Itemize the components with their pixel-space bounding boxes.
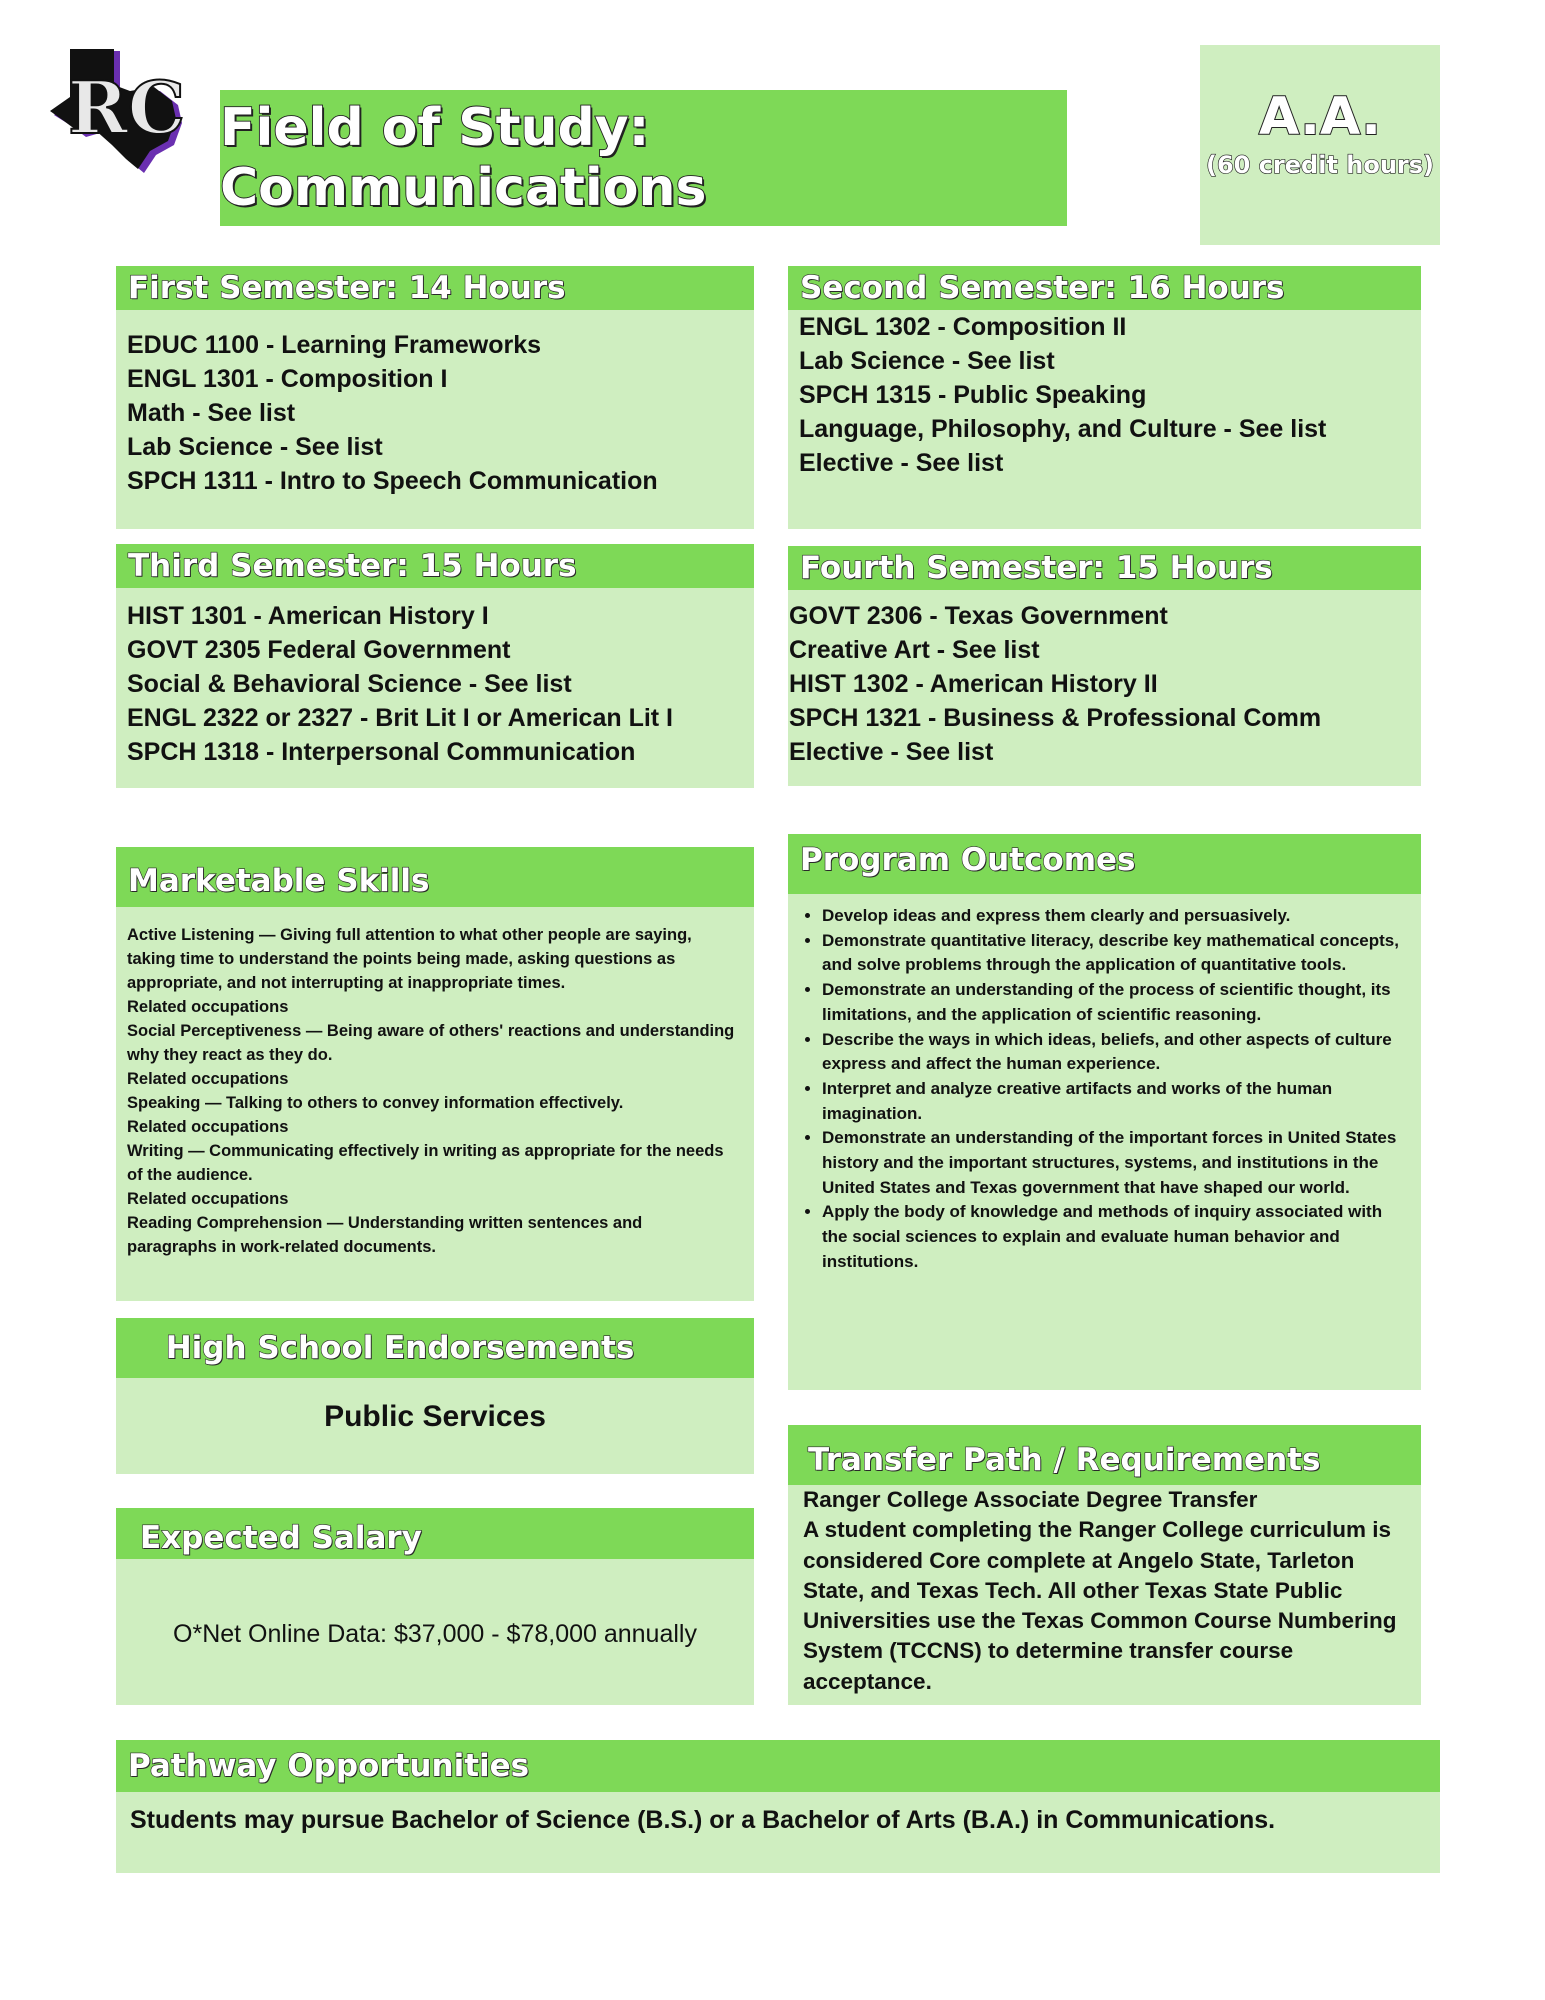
transfer-body	[803, 1485, 1403, 1697]
course-item: Language, Philosophy, and Culture - See list	[799, 415, 1327, 443]
program-outcomes-list	[792, 904, 1411, 1275]
endorsements-heading: High School Endorsements	[116, 1318, 754, 1378]
course-item: ENGL 2322 or 2327 - Brit Lit I or American Lit I	[127, 704, 673, 732]
course-item: SPCH 1311 - Intro to Speech Communication	[127, 467, 658, 495]
course-item: HIST 1301 - American History I	[127, 602, 489, 630]
skill-line: Active Listening — Giving full attention to what other people are saying, taking time to understand the points being made, asking questions as appropriate, and not interrupting at inappropriate times.	[127, 926, 692, 992]
marketable-skills-list	[127, 923, 736, 1259]
program-outcomes-heading: Program Outcomes	[788, 834, 1421, 894]
transfer-title: Ranger College Associate Degree Transfer	[803, 1487, 1258, 1512]
course-item: Math - See list	[127, 399, 296, 427]
pathway-text: Students may pursue Bachelor of Science (B.S.) or a Bachelor of Arts (B.A.) in Communications.	[130, 1806, 1276, 1834]
course-item: ENGL 1302 - Composition II	[799, 313, 1127, 341]
texas-logo-icon	[48, 45, 193, 180]
skill-line: Related occupations	[127, 1190, 289, 1208]
semester-3-heading: Third Semester: 15 Hours	[116, 544, 754, 588]
transfer-text: A student completing the Ranger College curriculum is considered Core complete at Angelo State, Tarleton State, and Texas Tech. All other Texas State Public Universities use the Texas Common Course Numbering System (TCCNS) to determine transfer course acceptance.	[803, 1517, 1397, 1694]
pathway-panel	[116, 1740, 1440, 1873]
skill-line: Social Perceptiveness — Being aware of others' reactions and understanding why they react as they do.	[127, 1022, 735, 1064]
page-title	[220, 90, 1067, 226]
credit-hours-label: (60 credit hours)	[1205, 151, 1435, 179]
salary-value: O*Net Online Data: $37,000 - $78,000 annually	[173, 1620, 697, 1648]
course-item: Lab Science - See list	[127, 433, 383, 461]
course-item: GOVT 2306 - Texas Government	[789, 602, 1168, 630]
college-logo	[48, 45, 193, 180]
skill-line: Related occupations	[127, 1070, 289, 1088]
pathway-heading: Pathway Opportunities	[116, 1740, 1440, 1792]
salary-panel	[116, 1508, 754, 1705]
semester-1-courses	[127, 328, 746, 498]
semester-4-panel	[788, 546, 1421, 786]
course-item: Elective - See list	[789, 738, 994, 766]
semester-4-heading: Fourth Semester: 15 Hours	[788, 546, 1421, 590]
semester-2-heading: Second Semester: 16 Hours	[788, 266, 1421, 310]
endorsement-value: Public Services	[324, 1400, 546, 1433]
marketable-skills-heading: Marketable Skills	[116, 847, 754, 907]
skill-line: Related occupations	[127, 998, 289, 1016]
semester-2-courses	[799, 310, 1413, 480]
skill-line: Writing — Communicating effectively in writing as appropriate for the needs of the audience.	[127, 1142, 724, 1184]
outcome-item: • Interpret and analyze creative artifacts and works of the human imagination.	[822, 1077, 1411, 1126]
outcome-item: • Develop ideas and express them clearly and persuasively.	[822, 904, 1411, 929]
outcome-item: • Demonstrate quantitative literacy, describe key mathematical concepts, and solve problems through the application of quantitative tools.	[822, 929, 1411, 978]
course-item: Social & Behavioral Science - See list	[127, 670, 572, 698]
course-item: Creative Art - See list	[789, 636, 1040, 664]
course-item: EDUC 1100 - Learning Frameworks	[127, 331, 542, 359]
outcome-item: • Apply the body of knowledge and methods of inquiry associated with the social sciences to explain and evaluate human behavior and institutions.	[822, 1200, 1411, 1274]
skill-line: Speaking — Talking to others to convey information effectively.	[127, 1094, 624, 1112]
salary-heading: Expected Salary	[116, 1508, 754, 1559]
course-item: Elective - See list	[799, 449, 1004, 477]
course-item: Lab Science - See list	[799, 347, 1055, 375]
degree-label: A.A.	[1259, 87, 1381, 147]
semester-4-courses	[789, 599, 1413, 769]
semester-2-panel	[788, 266, 1421, 529]
marketable-skills-panel	[116, 847, 754, 1301]
outcome-item: • Demonstrate an understanding of the process of scientific thought, its limitations, and the application of scientific reasoning.	[822, 978, 1411, 1027]
skill-line: Reading Comprehension — Understanding written sentences and paragraphs in work-related documents.	[127, 1214, 643, 1256]
degree-box	[1200, 45, 1440, 245]
semester-1-panel	[116, 266, 754, 529]
course-item: SPCH 1315 - Public Speaking	[799, 381, 1147, 409]
semester-3-panel	[116, 544, 754, 788]
outcome-item: • Describe the ways in which ideas, beliefs, and other aspects of culture express and affect the human experience.	[822, 1028, 1411, 1077]
semester-3-courses	[127, 599, 746, 769]
page-title-text: Field of Study: Communications	[220, 98, 707, 218]
course-item: SPCH 1321 - Business & Professional Comm	[789, 704, 1322, 732]
outcome-item: • Demonstrate an understanding of the important forces in United States history and the important structures, systems, and institutions in the United States and Texas government that have shaped our world.	[822, 1126, 1411, 1200]
svg-text:RC: RC	[68, 65, 186, 150]
transfer-heading: Transfer Path / Requirements	[788, 1425, 1421, 1485]
transfer-panel	[788, 1425, 1421, 1705]
course-item: ENGL 1301 - Composition I	[127, 365, 448, 393]
course-item: GOVT 2305 Federal Government	[127, 636, 511, 664]
program-outcomes-panel	[788, 834, 1421, 1390]
skill-line: Related occupations	[127, 1118, 289, 1136]
semester-1-heading: First Semester: 14 Hours	[116, 266, 754, 310]
endorsements-panel	[116, 1318, 754, 1474]
course-item: HIST 1302 - American History II	[789, 670, 1158, 698]
course-item: SPCH 1318 - Interpersonal Communication	[127, 738, 636, 766]
